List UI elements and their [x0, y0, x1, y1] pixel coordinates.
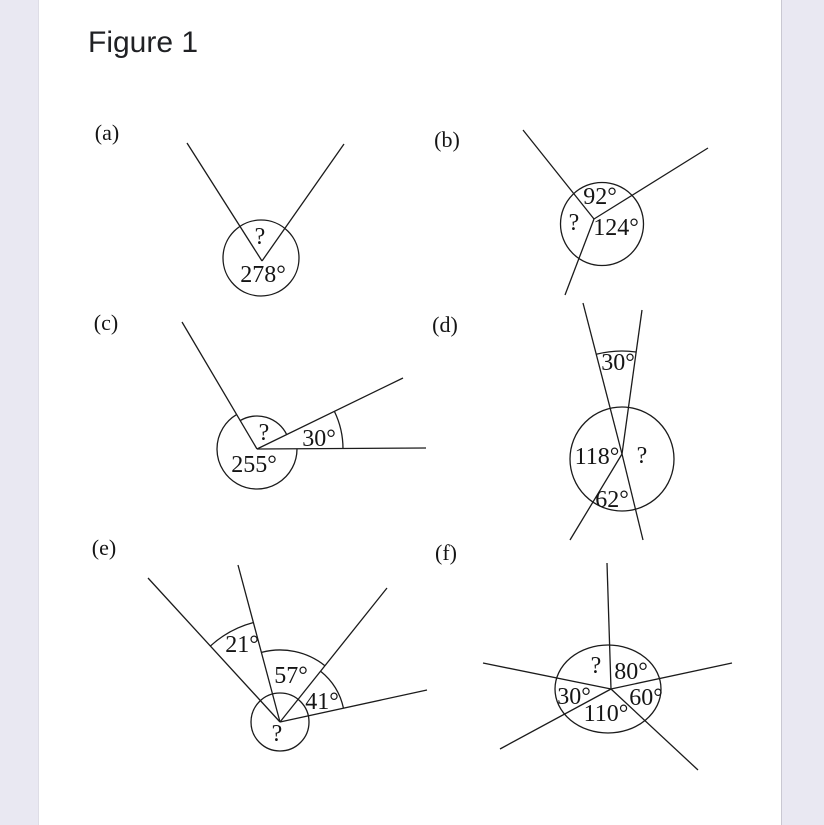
angle-value-label: 278° — [240, 262, 286, 288]
angle-value-label: 110° — [583, 701, 629, 727]
angle-value-label: 62° — [595, 487, 629, 513]
unknown-angle-label: ? — [271, 721, 283, 747]
figure-label: (a) — [94, 120, 120, 145]
figure-a — [95, 120, 344, 296]
angle-value-label: 60° — [629, 685, 663, 711]
figure-label: (c) — [93, 310, 119, 335]
figure-c — [94, 310, 426, 489]
angle-value-label: 30° — [302, 426, 336, 452]
unknown-angle-label: ? — [258, 420, 270, 446]
angle-value-label: 80° — [614, 659, 648, 685]
ray — [607, 563, 611, 689]
angle-value-label: 21° — [225, 632, 259, 658]
figure-e — [92, 535, 427, 751]
ray — [262, 144, 344, 261]
angle-value-label: 255° — [231, 452, 277, 478]
unknown-angle-label: ? — [568, 210, 580, 236]
figure-label: (e) — [91, 535, 117, 560]
unknown-angle-label: ? — [636, 443, 648, 469]
figure-label: (f) — [435, 540, 457, 565]
angle-value-label: 124° — [593, 215, 639, 241]
figure-label: (d) — [432, 312, 458, 337]
figure-f — [435, 540, 732, 770]
figure-title: Figure 1 — [88, 26, 199, 59]
unknown-angle-label: ? — [590, 653, 602, 679]
angle-value-label: 57° — [274, 663, 308, 689]
angle-value-label: 30° — [601, 350, 635, 376]
angle-value-label: 41° — [305, 689, 339, 715]
angle-value-label: 30° — [557, 684, 591, 710]
ray — [257, 448, 426, 449]
figure-label: (b) — [434, 127, 460, 152]
angle-value-label: 92° — [583, 184, 617, 210]
ray — [622, 310, 642, 454]
figure-b — [434, 127, 708, 295]
ray — [182, 322, 257, 449]
ray — [187, 143, 262, 261]
unknown-angle-label: ? — [254, 224, 266, 250]
ray — [583, 303, 622, 454]
angle-value-label: 118° — [574, 444, 620, 470]
figure-d — [432, 303, 674, 540]
